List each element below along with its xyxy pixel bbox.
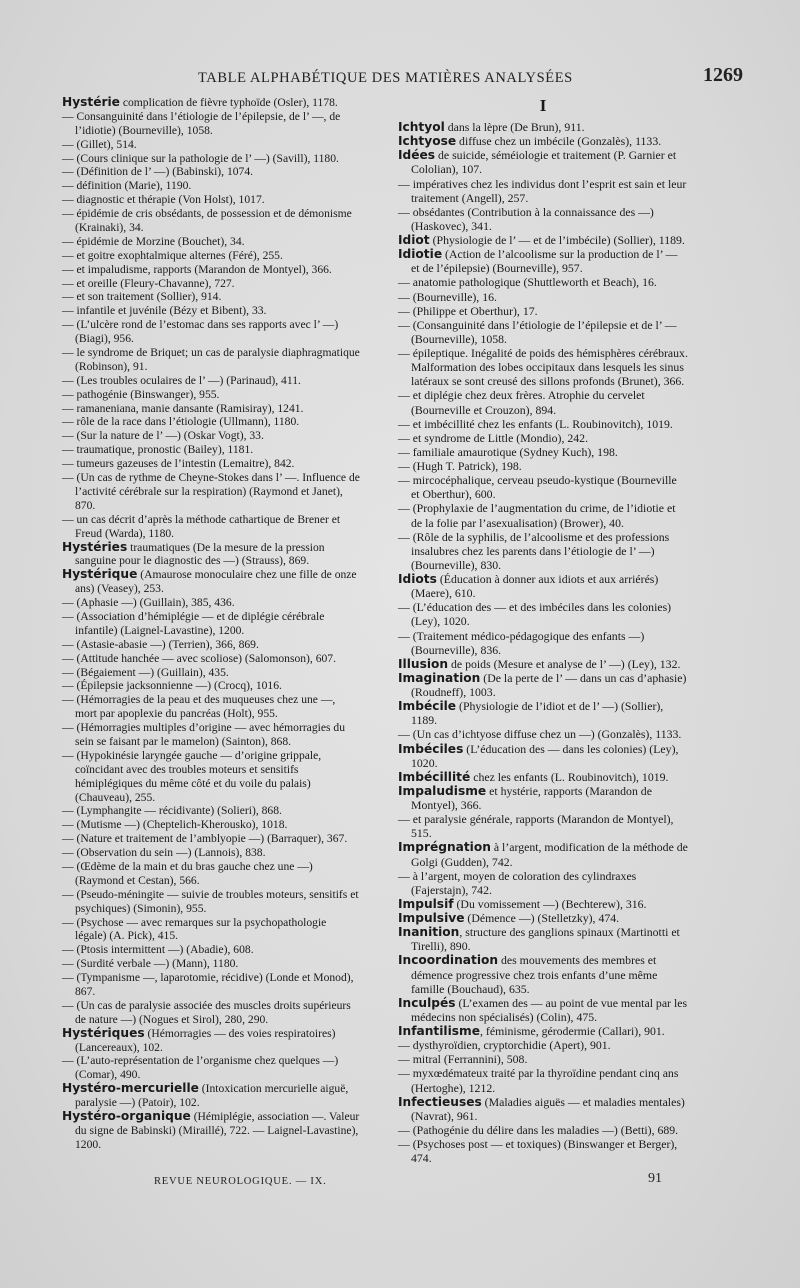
index-entry	[398, 290, 688, 304]
index-entry	[398, 840, 688, 868]
entry-text: — (Hugh T. Patrick), 198.	[398, 459, 522, 473]
index-entry	[62, 318, 360, 346]
entry-headword: Hystéro-organique	[62, 1109, 191, 1124]
index-entry	[398, 388, 688, 416]
entry-text: — (Philippe et Oberthur), 17.	[398, 303, 538, 318]
entry-headword: Imbécile	[398, 699, 457, 714]
index-entry	[398, 953, 688, 995]
entry-text: — (Association d’hémiplégie — et de diplégie cérébrale infantile) (Laignel-Lavastine), 1200.	[62, 609, 325, 637]
index-entry	[398, 572, 688, 600]
entry-text: — anatomie pathologique (Shuttleworth et Beach), 16.	[398, 275, 657, 290]
index-entry	[398, 346, 688, 388]
index-entry	[62, 860, 360, 888]
entry-headword: Infectieuses	[398, 1094, 482, 1109]
entry-text: — rôle de la race dans l’étiologie (Ullmann), 1180.	[62, 415, 300, 429]
entry-text: (Action de l’alcoolisme sur la production de l’ — et de l’épilepsie) (Bourneville), 957.	[411, 247, 678, 276]
entry-text: — (L’auto-représentation de l’organisme chez quelques —) (Comar), 490.	[62, 1054, 339, 1082]
entry-text: — tumeurs gazeuses de l’intestin (Lemaitre), 842.	[62, 457, 295, 471]
index-entry	[398, 473, 688, 501]
entry-text: (Hémorragies — des voies respiratoires) (Lancereaux), 102.	[75, 1026, 336, 1054]
entry-text: (Maladies aiguës — et maladies mentales) (Navrat), 961.	[411, 1094, 685, 1123]
index-entry	[398, 925, 688, 953]
entry-text: — traumatique, pronostic (Bailey), 1181.	[62, 443, 254, 457]
entry-text: — pathogénie (Binswanger), 955.	[62, 387, 220, 401]
index-entry	[398, 869, 688, 897]
index-entry	[62, 916, 360, 944]
index-entry	[62, 1054, 360, 1082]
index-entry	[62, 290, 360, 304]
index-entry	[62, 443, 360, 457]
index-entry	[398, 120, 688, 134]
index-entry	[62, 749, 360, 805]
index-entry	[398, 727, 688, 741]
entry-headword: Impulsif	[398, 896, 454, 911]
entry-text: — (Mutisme —) (Cheptelich-Kherousko), 1018.	[62, 818, 288, 832]
entry-text: — myxœdémateux traité par la thyroïdine pendant cinq ans (Hertoghe), 1212.	[398, 1066, 679, 1095]
index-entry	[62, 832, 360, 846]
entry-text: — (Lymphangite — récidivante) (Solieri), 868.	[62, 804, 282, 818]
entry-text: de suicide, séméiologie et traitement (P. Garnier et Cololian), 107.	[411, 148, 677, 177]
entry-text: — (Un cas d’ichtyose diffuse chez un —) (Gonzalès), 1133.	[398, 727, 682, 742]
entry-headword: Idiots	[398, 572, 437, 586]
entry-headword: Infantilisme	[398, 1024, 480, 1038]
entry-text: — (Psychose — avec remarques sur la psychopathologie légale) (A. Pick), 415.	[62, 915, 327, 943]
entry-text: — définition (Marie), 1190.	[62, 179, 192, 193]
entry-text: — obsédantes (Contribution à la connaissance des —) (Haskovec), 341.	[398, 204, 654, 233]
entry-text: — à l’argent, moyen de coloration des cylindraxes (Fajerstajn), 742.	[398, 868, 637, 897]
entry-text: — (Un cas de paralysie associée des muscles droits supérieurs de nature —) (Nogues et Sirol), 280, 290.	[62, 998, 351, 1026]
index-entry	[62, 957, 360, 971]
index-entry	[398, 911, 688, 925]
entry-text: — (Pseudo-méningite — suivie de troubles moteurs, sensitifs et psychiques) (Simonin), 955.	[62, 887, 359, 915]
entry-text: — (Consanguinité dans l’étiologie de l’épilepsie et de l’ — (Bourneville), 1058.	[398, 317, 677, 346]
entry-text: — mitral (Ferrannini), 508.	[398, 1052, 528, 1067]
left-column	[62, 96, 360, 1152]
index-entry	[62, 304, 360, 318]
index-entry	[398, 1038, 688, 1052]
index-entry	[62, 541, 360, 569]
index-entry	[62, 429, 360, 443]
index-entry	[62, 110, 360, 138]
entry-text: — et oreille (Fleury-Chavanne), 727.	[62, 276, 235, 290]
index-entry	[62, 971, 360, 999]
index-entry	[398, 996, 688, 1024]
index-entry	[62, 818, 360, 832]
index-entry	[62, 374, 360, 388]
entry-text: — ramaneniana, manie dansante (Ramisiray), 1241.	[62, 401, 304, 415]
entry-text: — (Gillet), 514.	[62, 137, 137, 151]
entry-headword: Inanition	[398, 925, 460, 940]
index-entry	[398, 530, 688, 572]
entry-text: — (L’éducation des — et des imbéciles dans les colonies) (Ley), 1020.	[398, 600, 672, 629]
entry-text: — (Définition de l’ —) (Babinski), 1074.	[62, 165, 254, 179]
entry-text: — (Un cas de rythme de Cheyne-Stokes dans l’ —. Influence de l’activité cérébrale sur la respiration) (Raymond et Janet), 870.	[62, 471, 360, 512]
index-entry	[398, 1123, 688, 1137]
entry-text: (Démence —) (Stelletzky), 474.	[464, 911, 620, 925]
entry-text: — impératives chez les individus dont l’esprit est sain et leur traitement (Angell), 257.	[398, 176, 687, 205]
entry-text: — mircocéphalique, cerveau pseudo-kystique (Bourneville et Oberthur), 600.	[398, 473, 677, 502]
index-entry	[62, 804, 360, 818]
index-entry	[398, 784, 688, 812]
entry-text: des mouvements des membres et démence progressive chez trois enfants d’une même famille (Bouchaud), 635.	[411, 953, 658, 996]
entry-text: — (Attitude hanchée — avec scoliose) (Salomonson), 607.	[62, 651, 336, 665]
index-entry	[62, 943, 360, 957]
index-entry	[62, 999, 360, 1027]
entry-text: — et son traitement (Sollier), 914.	[62, 290, 222, 304]
index-entry	[62, 638, 360, 652]
entry-text: — (Œdème de la main et du bras gauche chez une —) (Raymond et Cestan), 566.	[62, 859, 313, 887]
entry-text: — (Psychoses post — et toxiques) (Binswanger et Berger), 474.	[398, 1137, 678, 1166]
index-entry	[62, 402, 360, 416]
index-entry	[62, 415, 360, 429]
entry-text: — familiale amaurotique (Sydney Kuch), 198.	[398, 444, 618, 459]
entry-text: (Éducation à donner aux idiots et aux arriérés) (Maere), 610.	[411, 572, 659, 601]
entry-text: — (Pathogénie du délire dans les maladies —) (Betti), 689.	[398, 1122, 679, 1137]
entry-headword: Impulsive	[398, 911, 465, 925]
entry-text: — (Bourneville), 16.	[398, 289, 497, 304]
entry-text: — (Nature et traitement de l’amblyopie —) (Barraquer), 367.	[62, 832, 348, 846]
footer-journal: REVUE NEUROLOGIQUE. — IX.	[154, 1176, 327, 1187]
entry-text: — (Ptosis intermittent —) (Abadie), 608.	[62, 943, 254, 957]
entry-headword: Inculpés	[398, 995, 456, 1010]
index-entry	[62, 249, 360, 263]
entry-text: à l’argent, modification de la méthode de Golgi (Gudden), 742.	[411, 840, 688, 869]
index-entry	[62, 1082, 360, 1110]
index-entry	[398, 304, 688, 318]
entry-text: (De la perte de l’ — dans un cas d’aphasie) (Roudneff), 1003.	[411, 670, 687, 699]
entry-headword: Hystéries	[62, 539, 128, 554]
index-entry	[398, 501, 688, 529]
entry-text: traumatiques (De la mesure de la pression sanguine pour le diagnostic des —) (Strauss), 869.	[75, 540, 325, 568]
entry-headword: Incoordination	[398, 953, 499, 968]
entry-text: — (Rôle de la syphilis, de l’alcoolisme et des professions insalubres chez les parents dans l’étiologie de l’ —) (Bourneville), 830.	[398, 529, 670, 572]
entry-text: (Intoxication mercurielle aiguë, paralysie —) (Patoir), 102.	[75, 1082, 349, 1110]
index-entry	[62, 193, 360, 207]
index-entry	[398, 431, 688, 445]
index-entry	[398, 1052, 688, 1066]
index-entry	[62, 138, 360, 152]
index-entry	[398, 148, 688, 176]
index-entry	[398, 1095, 688, 1123]
index-entry	[398, 247, 688, 275]
entry-text: — épileptique. Inégalité de poids des hémisphères cérébraux. Malformation des lobes occipitaux dans lesquels les sinus latéraux se sont creusé des sillons profonds (Brunet), 366.	[398, 346, 688, 389]
entry-text: (Physiologie de l’ — et de l’imbécile) (Sollier), 1189.	[429, 233, 685, 247]
running-header-title: TABLE ALPHABÉTIQUE DES MATIÈRES ANALYSÉES	[198, 70, 573, 86]
index-entry	[398, 657, 688, 671]
entry-text: — (Astasie-abasie —) (Terrien), 366, 869.	[62, 637, 259, 651]
entry-headword: Hystériques	[62, 1025, 145, 1040]
index-entry	[398, 671, 688, 699]
entry-text: — épidémie de Morzine (Bouchet), 34.	[62, 234, 245, 248]
footer-signature: 91	[648, 1171, 662, 1186]
entry-text: (Amaurose monoculaire chez une fille de onze ans) (Veasey), 253.	[75, 568, 357, 596]
entry-text: — diagnostic et thérapie (Von Holst), 1017.	[62, 193, 265, 207]
index-entry	[398, 275, 688, 289]
index-entry	[62, 652, 360, 666]
index-entry	[62, 721, 360, 749]
index-entry	[62, 846, 360, 860]
index-entry	[398, 459, 688, 473]
entry-text: — infantile et juvénile (Bézy et Bibent), 33.	[62, 304, 267, 318]
index-entry	[62, 179, 360, 193]
entry-text: — le syndrome de Briquet; un cas de paralysie diaphragmatique (Robinson), 91.	[62, 346, 360, 373]
entry-text: — (Hémorragies de la peau et des muqueuses chez une —, mort par apoplexie du pancréas (Holt), 955.	[62, 693, 336, 721]
index-entry	[62, 596, 360, 610]
entry-headword: Ichtyose	[398, 134, 457, 149]
index-entry	[398, 770, 688, 784]
index-entry	[398, 897, 688, 911]
entry-text: — et goitre exophtalmique alternes (Féré), 255.	[62, 248, 283, 262]
index-entry	[398, 1137, 688, 1165]
entry-text: — (Les troubles oculaires de l’ —) (Parinaud), 411.	[62, 373, 301, 387]
index-entry	[62, 666, 360, 680]
entry-text: diffuse chez un imbécile (Gonzalès), 1133.	[456, 134, 662, 149]
entry-text: — (L’ulcère rond de l’estomac dans ses rapports avec l’ —) (Biagi), 956.	[62, 318, 339, 346]
entry-text: — un cas décrit d’après la méthode cathartique de Brener et Freud (Warda), 1180.	[62, 512, 341, 540]
entry-headword: Imbécillité	[398, 769, 471, 784]
entry-text: — (Hypokinésie laryngée gauche — d’origine grippale, coïncidant avec des troubles moteurs et sensitifs hémiplégiques du même côté et du voile du palais) (Chauveau), 255.	[62, 748, 322, 804]
entry-text: — Consanguinité dans l’étiologie de l’épilepsie, de l’ —, de l’idiotie) (Bourneville), 1058.	[62, 109, 341, 137]
entry-text: — et imbécillité chez les enfants (L. Roubinovitch), 1019.	[398, 416, 673, 431]
entry-text: chez les enfants (L. Roubinovitch), 1019.	[470, 769, 669, 784]
entry-headword: Imprégnation	[398, 840, 491, 855]
entry-text: , structure des ganglions spinaux (Martinotti et Tirelli), 890.	[411, 925, 680, 954]
right-column	[398, 96, 688, 1165]
entry-text: — (Bégaiement —) (Guillain), 435.	[62, 665, 229, 679]
index-entry	[398, 812, 688, 840]
entry-text: (Physiologie de l’idiot et de l’ —) (Sollier), 1189.	[411, 699, 664, 728]
index-entry	[398, 742, 688, 770]
index-entry	[62, 207, 360, 235]
entry-text: — (Cours clinique sur la pathologie de l’ —) (Savill), 1180.	[62, 151, 339, 165]
index-entry	[62, 457, 360, 471]
index-entry	[398, 318, 688, 346]
index-entry	[398, 1024, 688, 1038]
entry-text: , féminisme, gérodermie (Callari), 901.	[480, 1024, 665, 1038]
entry-text: (L’éducation des — dans les colonies) (Ley), 1020.	[411, 741, 679, 770]
entry-text: (Hémiplégie, association —. Valeur du signe de Babinski) (Miraillé), 722. — Laignel-Lavastine), 1200.	[75, 1110, 360, 1151]
entry-text: — (Tympanisme —, laparotomie, récidive) (Londe et Monod), 867.	[62, 971, 354, 998]
entry-text: — (Épilepsie jacksonnienne —) (Crocq), 1016.	[62, 679, 282, 693]
index-entry	[62, 96, 360, 110]
index-entry	[62, 610, 360, 638]
entry-text: — (Hémorragies multiples d’origine — avec hémorragies du sein se faisant par le mamelon) (Sainton), 868.	[62, 721, 345, 748]
right-column-entries	[398, 120, 688, 1165]
index-entry	[398, 417, 688, 431]
entry-text: — et diplégie chez deux frères. Atrophie du cervelet (Bourneville et Crouzon), 894.	[398, 388, 645, 417]
section-letter: I	[539, 96, 547, 115]
index-entry	[398, 600, 688, 628]
index-entry	[62, 235, 360, 249]
index-entry	[62, 513, 360, 541]
index-entry	[398, 205, 688, 233]
entry-text: — (Observation du sein —) (Lannois), 838.	[62, 846, 266, 860]
index-entry	[62, 568, 360, 596]
entry-text: — épidémie de cris obsédants, de possession et de démonisme (Krainaki), 34.	[62, 207, 352, 235]
entry-headword: Imagination	[398, 670, 481, 685]
index-entry	[398, 177, 688, 205]
index-entry	[62, 388, 360, 402]
entry-text: — (Prophylaxie de l’augmentation du crime, de l’idiotie et de la folie par l’asexualisation) (Brower), 40.	[398, 501, 676, 530]
entry-headword: Idiotie	[398, 247, 443, 262]
entry-text: — dysthyroïdien, cryptorchidie (Apert), 901.	[398, 1038, 611, 1053]
entry-headword: Ichtyol	[398, 120, 445, 134]
index-entry	[62, 1110, 360, 1152]
index-entry	[62, 471, 360, 513]
index-entry	[398, 629, 688, 657]
entry-headword: Impaludisme	[398, 783, 487, 798]
entry-headword: Hystéro-mercurielle	[62, 1081, 199, 1096]
entry-text: et hystérie, rapports (Marandon de Montyel), 366.	[411, 783, 652, 812]
entry-text: — et paralysie générale, rapports (Marandon de Montyel), 515.	[398, 812, 674, 841]
entry-text: (L’examen des — au point de vue mental par les médecins non spécialisés) (Colin), 475.	[411, 995, 688, 1024]
entry-text: — et impaludisme, rapports (Marandon de Montyel), 366.	[62, 262, 332, 276]
page-number: 1269	[703, 64, 743, 86]
index-entry	[62, 679, 360, 693]
entry-text: — (Aphasie —) (Guillain), 385, 436.	[62, 596, 235, 610]
entry-text: dans la lèpre (De Brun), 911.	[444, 120, 585, 134]
index-entry	[62, 888, 360, 916]
entry-headword: Idées	[398, 148, 436, 163]
index-entry	[398, 445, 688, 459]
entry-text: (Du vomissement —) (Bechterew), 316.	[453, 896, 647, 911]
index-entry	[398, 699, 688, 727]
entry-headword: Imbéciles	[398, 741, 464, 756]
index-entry	[62, 277, 360, 291]
entry-text: de poids (Mesure et analyse de l’ —) (Ley), 132.	[448, 656, 681, 671]
entry-text: — (Traitement médico-pédagogique des enfants —) (Bourneville), 836.	[398, 628, 645, 657]
index-entry	[62, 152, 360, 166]
index-entry	[62, 1027, 360, 1055]
entry-text: complication de fièvre typhoïde (Osler), 1178.	[119, 96, 338, 109]
index-entry	[398, 1066, 688, 1094]
index-entry	[398, 233, 688, 247]
index-entry	[62, 263, 360, 277]
entry-text: — (Surdité verbale —) (Mann), 1180.	[62, 957, 239, 971]
entry-headword: Hystérique	[62, 567, 138, 582]
index-entry	[62, 165, 360, 179]
entry-text: — (Sur la nature de l’ —) (Oskar Vogt), 33.	[62, 429, 264, 443]
entry-headword: Hystérie	[62, 95, 120, 109]
index-entry	[398, 134, 688, 148]
entry-text: — et syndrome de Little (Mondio), 242.	[398, 430, 589, 445]
index-entry	[62, 693, 360, 721]
entry-headword: Illusion	[398, 656, 449, 671]
index-entry	[62, 346, 360, 374]
entry-headword: Idiot	[398, 233, 430, 247]
